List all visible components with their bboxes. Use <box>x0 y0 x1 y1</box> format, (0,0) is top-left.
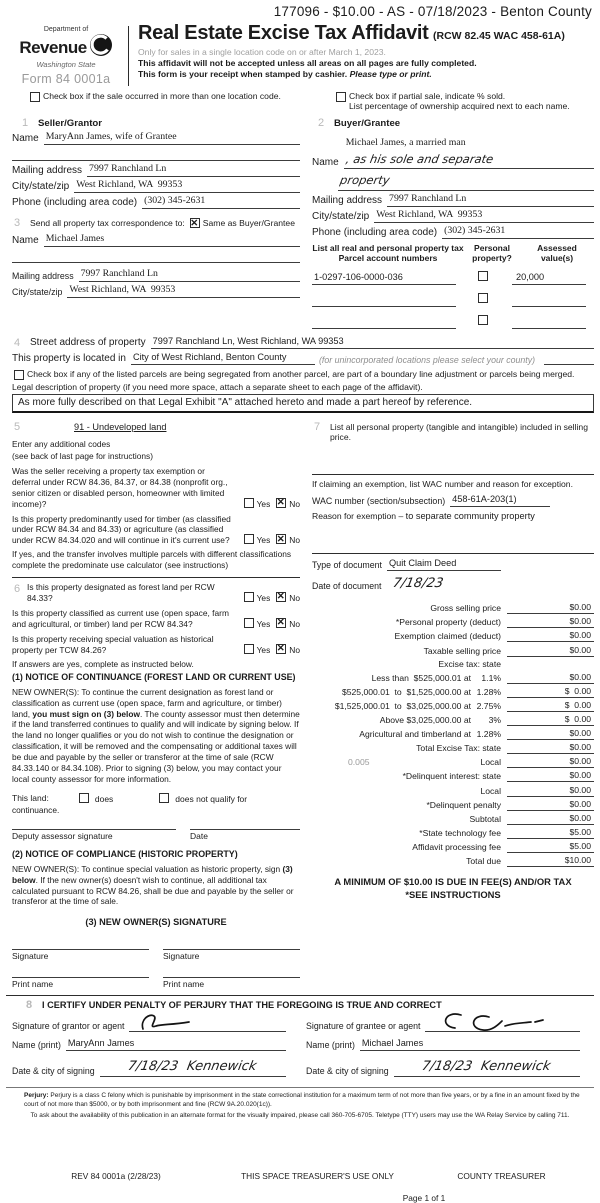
section-8-number: 8 <box>26 999 33 1012</box>
receipt-stamp-line: 177096 - $10.00 - AS - 07/18/2023 - Benton County <box>273 4 592 19</box>
buyer-name-handwritten-2: property <box>338 173 391 188</box>
dor-swirl-icon <box>89 33 113 62</box>
legal-description-label: Legal description of property (if you need more space, attach a separate sheet to each page of the affidavit). <box>12 382 423 393</box>
form-number: Form 84 0001a <box>21 72 111 86</box>
seller-mailing-field[interactable]: 7997 Ranchland Ln <box>87 164 300 177</box>
q1-yes-checkbox[interactable] <box>244 498 254 508</box>
same-as-buyer-label: Same as Buyer/Grantee <box>202 218 295 228</box>
tax-amount-empty <box>507 659 594 670</box>
buyer-name-field[interactable]: Michael James, a married man , as his sole and separate <box>344 132 594 169</box>
grantor-signature-label: Signature of grantor or agent <box>12 1021 125 1032</box>
segregated-checkbox[interactable] <box>14 370 24 380</box>
personal-property-blank-area[interactable] <box>312 442 594 468</box>
tax-amount-field[interactable]: $ 0.00 <box>507 700 594 712</box>
q5-yes-checkbox[interactable] <box>244 644 254 654</box>
logo-dept-text: Department of <box>43 26 89 33</box>
grantor-certify-column <box>6 1011 300 1077</box>
additional-codes-label: Enter any additional codes <box>12 439 111 450</box>
q5-no-checkbox[interactable] <box>276 644 286 654</box>
page-footer <box>6 1171 594 1181</box>
parcel-number-field-3[interactable] <box>312 316 456 329</box>
buyer-mailing-field[interactable]: 7997 Ranchland Ln <box>387 194 594 207</box>
seller-column <box>6 117 300 329</box>
tax-amount-field[interactable]: $ 0.00 <box>507 686 594 698</box>
tax-amount-field[interactable]: $0.00 <box>507 630 594 642</box>
dor-logo <box>6 20 126 86</box>
buyer-city-label: City/state/zip <box>312 210 370 222</box>
parcel-number-field-2[interactable] <box>312 294 456 307</box>
grantor-date-label: Date & city of signing <box>12 1065 95 1076</box>
located-in-note: (for unincorporated locations please select your county) <box>318 355 536 366</box>
logo-state-text: Washington State <box>36 60 96 69</box>
deputy-assessor-signature-line[interactable]: Deputy assessor signature <box>12 829 176 841</box>
perjury-notice: Perjury: Perjury is a class C felony which is punishable by imprisonment in the state correctional institution for a maximum term of not more than five years, or by a fine in an amount fixed by the court of not more than $5000, or by both imprisonment and fine (RCW 9A.20.020(1c)). <box>6 1087 594 1109</box>
footer-rev: REV 84 0001a (2/28/23) <box>71 1171 161 1182</box>
header-note-1: Only for sales in a single location code on or after March 1, 2023. <box>138 47 386 57</box>
tax-amount-field[interactable]: $10.00 <box>507 855 594 867</box>
land-use-code-field[interactable]: 91 - Undeveloped land <box>74 422 167 433</box>
form-title: Real Estate Excise Tax Affidavit <box>138 22 429 44</box>
q3-no-checkbox[interactable] <box>276 592 286 602</box>
tax-amount-field[interactable]: $0.00 <box>507 645 594 657</box>
additional-codes-note: (see back of last page for instructions) <box>12 451 153 461</box>
multiple-location-checkbox[interactable] <box>30 92 40 102</box>
assessor-date-line[interactable]: Date <box>190 829 300 841</box>
owner-signature-row-1 <box>12 949 300 961</box>
q4-yes-checkbox[interactable] <box>244 618 254 628</box>
personal-property-list-label: List all personal property (tangible and intangible) included in selling price. <box>330 422 588 443</box>
buyer-name-handwritten-1: , as his sole and separate <box>344 151 495 166</box>
correspondence-label: Send all property tax correspondence to: <box>30 218 185 228</box>
timber-question: Is this property predominantly used for timber (as classified under RCW 84.34 and 84.33) or agriculture (as classified under RCW 84.34.020 and will continue in it's current use? Yes ✕ No <box>12 514 300 547</box>
located-in-extra-line[interactable] <box>544 352 594 365</box>
correspondence-city-field[interactable]: West Richland, WA 99353 <box>67 285 300 298</box>
q2-no-checkbox[interactable] <box>276 534 286 544</box>
q3-yes-checkbox[interactable] <box>244 592 254 602</box>
buyer-phone-field[interactable]: (302) 345-2631 <box>442 226 594 239</box>
document-type-label: Type of document <box>312 560 382 571</box>
seller-city-label: City/state/zip <box>12 181 70 192</box>
parcel-number-field-1[interactable]: 1-0297-106-0000-036 <box>312 272 456 285</box>
land-qualify-row: This land: does does not qualify for <box>12 792 248 804</box>
seller-name-field[interactable]: MaryAnn James, wife of Grantee <box>44 132 300 145</box>
wac-number-field[interactable]: 458-61A-203(1) <box>450 494 550 507</box>
form-header <box>6 20 594 86</box>
certify-statement: I CERTIFY UNDER PENALTY OF PERJURY THAT THE FOREGOING IS TRUE AND CORRECT <box>42 1000 442 1011</box>
exemption-blank-area[interactable] <box>312 523 594 547</box>
seller-name-label: Name <box>12 133 39 144</box>
buyer-name-field-line-2[interactable] <box>338 171 594 191</box>
header-divider <box>128 26 129 86</box>
tax-amount-field[interactable]: $0.00 <box>507 813 594 825</box>
section-3-number: 3 <box>14 217 21 229</box>
document-date-label: Date of document <box>312 581 382 592</box>
new-owners-signature-title: (3) NEW OWNER(S) SIGNATURE <box>85 917 227 928</box>
partial-sale-label: Check box if partial sale, indicate % sold. <box>349 91 506 101</box>
q1-no-checkbox[interactable] <box>276 498 286 508</box>
tax-amount-field[interactable]: $0.00 <box>507 799 594 811</box>
section-5-number: 5 <box>14 421 21 434</box>
multiple-location-label: Check box if the sale occurred in more than one location code. <box>43 91 281 101</box>
grantor-name-field[interactable]: MaryAnn James <box>66 1038 286 1051</box>
grantee-name-field[interactable]: Michael James <box>360 1038 580 1051</box>
parcel-row-1 <box>312 267 594 285</box>
notice-continuance-text: NEW OWNER(S): To continue the current designation as forest land or classification as current use (open space, farm and agriculture, or timber) land, you must sign on (3) below. The county assessor must then determine if the land transferred continues to qualify and will indicate by signing below. If the land no longer qualifies or you do not wish to continue the designation or classification, it will be removed and the compensating or additional taxes will be due and payable by the seller or transferor at the time of sale (RCW 84.33.140 or 84.34.108). Prior to signing (3) below, you may contact your local county assessor for more information. <box>12 686 300 784</box>
tax-amount-field[interactable]: $0.00 <box>507 602 594 614</box>
correspondence-mailing-field[interactable]: 7997 Ranchland Ln <box>79 269 300 282</box>
section-divider <box>12 577 300 578</box>
notice-compliance-title: (2) NOTICE OF COMPLIANCE (HISTORIC PROPERTY) <box>12 849 238 860</box>
seller-phone-field[interactable]: (302) 345-2631 <box>142 196 300 209</box>
correspondence-name-field[interactable]: Michael James <box>44 234 300 247</box>
personal-property-checkbox-2[interactable] <box>478 293 488 303</box>
buyer-mailing-label: Mailing address <box>312 194 383 206</box>
does-checkbox[interactable] <box>79 793 89 803</box>
owner-print-row <box>12 977 300 989</box>
owner-print-line-2[interactable]: Print name <box>163 977 300 989</box>
tax-amount-field[interactable]: $0.00 <box>507 785 594 797</box>
grantee-date-label: Date & city of signing <box>306 1065 389 1076</box>
section-1-number: 1 <box>22 117 29 129</box>
correspondence-name-extra-line[interactable] <box>12 251 300 263</box>
certification-section <box>6 995 594 1077</box>
grantee-name-label: Name (print) <box>306 1040 355 1051</box>
parcel-table-header: List all real and personal property tax Parcel account numbers Personal property? Assessed value(s) <box>312 242 577 263</box>
document-date-field[interactable]: 7/18/23 <box>392 576 445 592</box>
page-number: Page 1 of 1 <box>402 1193 446 1203</box>
personal-property-checkbox-3[interactable] <box>478 315 488 325</box>
tty-notice: To ask about the availability of this publication in an alternate format for the visually impaired, please call 360-705-6705. Teletype (TTY) users may use the WA Relay Service by calling 711. <box>30 1112 570 1120</box>
tax-amount-field[interactable]: $0.00 <box>507 756 594 768</box>
street-address-label: Street address of property <box>30 337 146 349</box>
parcel-row-3 <box>312 311 594 329</box>
minimum-due-note: A MINIMUM OF $10.00 IS DUE IN FEE(S) AND/OR TAX *SEE INSTRUCTIONS <box>334 875 572 900</box>
section-divider <box>312 474 594 475</box>
footer-county-treasurer: COUNTY TREASURER <box>457 1171 546 1182</box>
grantee-signature-field[interactable] <box>425 1016 580 1032</box>
assessed-value-field-3[interactable] <box>512 316 586 329</box>
tax-amount-field[interactable]: $0.00 <box>507 742 594 754</box>
tax-column <box>300 421 594 989</box>
section-divider <box>312 553 594 554</box>
seller-city-field[interactable]: West Richland, WA 99353 <box>74 180 300 193</box>
seller-name-extra-line[interactable] <box>12 149 300 161</box>
notice-compliance-text: NEW OWNER(S): To continue special valuation as historic property, sign (3) below. If the new owner(s) doesn't wish to continue, all additional tax calculated pursuant to RCW 84.26, shall be due and payable by the seller or transferor at the time of sale. <box>12 863 294 907</box>
assessor-signature-row <box>12 829 300 841</box>
buyer-heading: Buyer/Grantee <box>334 118 401 129</box>
form-rcw: (RCW 82.45 WAC 458-61A) <box>432 30 565 42</box>
header-note-3-italic: Please type or print. <box>349 69 432 79</box>
owner-signature-line-1[interactable]: Signature <box>12 949 149 961</box>
exemption-reason-field[interactable]: to separate community property <box>405 511 535 522</box>
top-checkboxes <box>6 91 594 111</box>
tax-amount-field[interactable]: $0.00 <box>507 728 594 740</box>
this-land-label: This land: <box>12 792 49 803</box>
street-address-field[interactable]: 7997 Ranchland Ln, West Richland, WA 99353 <box>151 336 594 349</box>
owner-signature-line-2[interactable]: Signature <box>163 949 300 961</box>
personal-property-checkbox-1[interactable] <box>478 271 488 281</box>
grantee-date-field[interactable]: 7/18/23 Kennewick <box>394 1057 580 1077</box>
same-as-buyer-checkbox[interactable] <box>190 218 200 228</box>
use-codes-column <box>6 421 300 989</box>
property-section <box>6 336 594 413</box>
parcel-row-2 <box>312 289 594 307</box>
tax-amount-field[interactable]: $ 0.00 <box>507 714 594 726</box>
buyer-city-field[interactable]: West Richland, WA 99353 <box>374 210 594 223</box>
predominate-use-note: If yes, and the transfer involves multiple parcels with different classifications complete the predominate use calculator (see instructions) <box>12 549 292 571</box>
grantor-date-field[interactable]: 7/18/23 Kennewick <box>100 1057 286 1077</box>
footer-treasurer-space: THIS SPACE TREASURER'S USE ONLY <box>241 1171 394 1182</box>
tax-amount-field[interactable]: $0.00 <box>507 672 594 684</box>
q2-yes-checkbox[interactable] <box>244 534 254 544</box>
exemption-reason-row: Reason for exemption – to separate community property <box>312 511 535 522</box>
document-type-field[interactable]: Quit Claim Deed <box>387 558 501 571</box>
ownership-percentage-label: List percentage of ownership acquired next to each name. <box>349 101 570 111</box>
correspondence-city-label: City/state/zip <box>12 287 63 297</box>
grantee-signature-label: Signature of grantee or agent <box>306 1021 421 1032</box>
buyer-name-label: Name <box>312 157 339 169</box>
exemption-claim-label: If claiming an exemption, list WAC number and reason for exception. <box>312 479 573 490</box>
section-7-number: 7 <box>314 421 321 434</box>
correspondence-mailing-label: Mailing address <box>12 271 74 281</box>
section-4-number: 4 <box>14 337 21 350</box>
grantor-signature-field[interactable] <box>129 1016 286 1032</box>
legal-description-field[interactable]: As more fully described on that Legal Exhibit "A" attached hereto and made a part hereof by reference. <box>12 394 594 413</box>
forest-land-question: 6 Is this property designated as forest land per RCW 84.33? Yes ✕ No <box>12 582 300 604</box>
tax-amount-field[interactable]: $5.00 <box>507 827 594 839</box>
buyer-phone-label: Phone (including area code) <box>312 226 438 238</box>
header-note-2: This affidavit will not be accepted unless all areas on all pages are fully completed. <box>138 58 477 68</box>
if-yes-note: If answers are yes, complete as instructed below. <box>12 658 194 669</box>
located-in-field[interactable]: City of West Richland, Benton County <box>131 352 315 365</box>
segregated-label: Check box if any of the listed parcels are being segregated from another parcel, are part of a boundary line adjustment or parcels being merged. <box>27 369 575 380</box>
seller-mailing-label: Mailing address <box>12 165 83 176</box>
correspondence-name-label: Name <box>12 235 39 246</box>
assessed-value-field-2[interactable] <box>512 294 586 307</box>
assessed-value-field-1[interactable]: 20,000 <box>512 272 586 285</box>
owner-print-line-1[interactable]: Print name <box>12 977 149 989</box>
grantee-certify-column <box>300 1011 594 1077</box>
exemption-question: Was the seller receiving a property tax exemption or deferral under RCW 84.36, 84.37, or 84.38 (nonprofit org., senior citizen or disabled person, homeowner with limited income)? Yes ✕ No <box>12 466 300 510</box>
seller-heading: Seller/Grantor <box>38 118 102 129</box>
wac-number-label: WAC number (section/subsection) <box>312 496 446 507</box>
does-not-checkbox[interactable] <box>159 793 169 803</box>
header-note-3: This form is your receipt when stamped by cashier. <box>138 69 350 79</box>
historic-question: Is this property receiving special valuation as historical property per TCW 84.26? Yes ✕ No <box>12 634 300 656</box>
logo-agency-text: Revenue <box>19 37 87 57</box>
tax-computation-table: Gross selling price $0.00 *Personal property (deduct) $0.00 Exemption claimed (deduct) $0.00 Taxable selling price $0.00 Excise tax: state Less than $525,000.01 at 1.1% $0.00 $525,000.01 to $1,525,000.00 at 1.28% $ 0.00 $1,525,000.01 to $3,025,000.00 at 2.75% $ 0.00 Above $3,025,000.00 at 3% $ 0.00 Agricultural and timberland at 1.28% $0.00 Total Excise Tax: state $0.00 0.005 Local $0.00 *Delinquent interest: state $0.00 Local $0.00 *Delinquent penalty $0.00 Subtotal $0.00 *State technology fee $5.00 Affidavit processing fee $5.00 Total due $10.00 <box>312 602 594 867</box>
q4-no-checkbox[interactable] <box>276 618 286 628</box>
buyer-column <box>300 117 594 329</box>
partial-sale-checkbox[interactable] <box>336 92 346 102</box>
section-2-number: 2 <box>318 117 325 129</box>
located-in-label: This property is located in <box>12 353 126 365</box>
tax-amount-field[interactable]: $0.00 <box>507 616 594 628</box>
seller-phone-label: Phone (including area code) <box>12 197 138 208</box>
current-use-question: Is this property classified as current use (open space, farm and agricultural, or timber) land per RCW 84.34? Yes ✕ No <box>12 608 300 630</box>
tax-amount-field[interactable]: $5.00 <box>507 841 594 853</box>
section-6-number: 6 <box>14 582 21 595</box>
continuance-label: continuance. <box>12 804 60 815</box>
grantor-name-label: Name (print) <box>12 1040 61 1051</box>
tax-amount-field[interactable]: $0.00 <box>507 770 594 782</box>
notice-continuance-title: (1) NOTICE OF CONTINUANCE (FOREST LAND OR CURRENT USE) <box>12 672 296 683</box>
